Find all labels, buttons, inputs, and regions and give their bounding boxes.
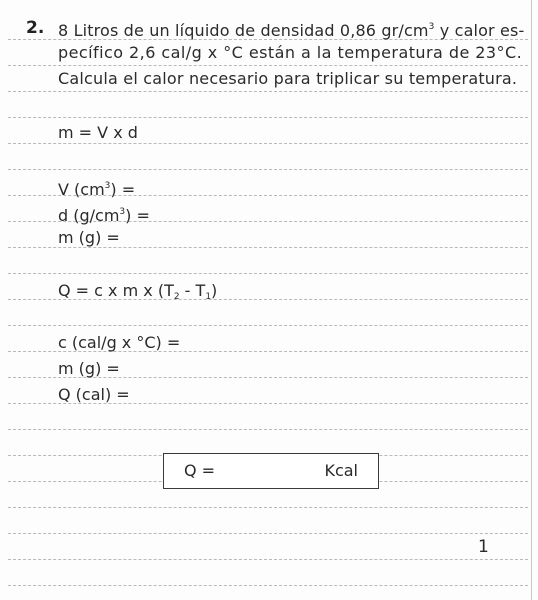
density-line (58, 202, 150, 226)
problem-line-1-tail: y calor es- (434, 21, 525, 40)
ruled-line (8, 117, 528, 118)
problem-line-3: Calcula el calor necesario para triplicar su temperatura. (58, 69, 518, 88)
problem-number: 2. (26, 18, 45, 38)
answer-box[interactable] (163, 453, 379, 489)
volume-line (58, 176, 135, 200)
volume-equals: ) = (110, 180, 136, 199)
density-superscript: 3 (119, 207, 126, 217)
density-formula: m = V x d (58, 123, 138, 142)
problem-line-2: pecífico 2,6 cal/g x °C están a la temperatura de 23°C. (58, 43, 523, 62)
density-equals: ) = (125, 206, 150, 225)
ruled-line (8, 143, 528, 144)
heat-formula (58, 281, 217, 307)
ruled-line (8, 559, 528, 560)
ruled-line (8, 533, 528, 534)
ruled-line (8, 91, 528, 92)
page-edge (531, 0, 532, 600)
mass-line-2: m (g) = (58, 359, 120, 378)
cubic-superscript: 3 (428, 22, 435, 32)
volume-superscript: 3 (104, 181, 111, 191)
t1-subscript: 1 (205, 292, 212, 302)
problem-line-1-text: 8 Litros de un líquido de densidad 0,86 gr/cm (58, 21, 429, 40)
ruled-line (8, 65, 528, 66)
ruled-line (8, 273, 528, 274)
ruled-line (8, 169, 528, 170)
t2-subscript: 2 (173, 292, 180, 302)
answer-label: Q = (184, 461, 216, 480)
density-label: d (g/cm (58, 206, 120, 225)
heat-result-line: Q (cal) = (58, 385, 130, 404)
ruled-line (8, 325, 528, 326)
ruled-line (8, 429, 528, 430)
mass-line-1: m (g) = (58, 228, 120, 247)
ruled-line (8, 507, 528, 508)
heat-formula-mid: - T (179, 281, 206, 300)
specific-heat-line: c (cal/g x °C) = (58, 333, 181, 352)
problem-line-1 (58, 17, 524, 41)
heat-formula-start: Q = c x m x (T (58, 281, 174, 300)
volume-label: V (cm (58, 180, 105, 199)
heat-formula-end: ) (211, 281, 218, 300)
page-number: 1 (478, 537, 489, 557)
ruled-line (8, 585, 528, 586)
answer-unit: Kcal (324, 461, 358, 480)
